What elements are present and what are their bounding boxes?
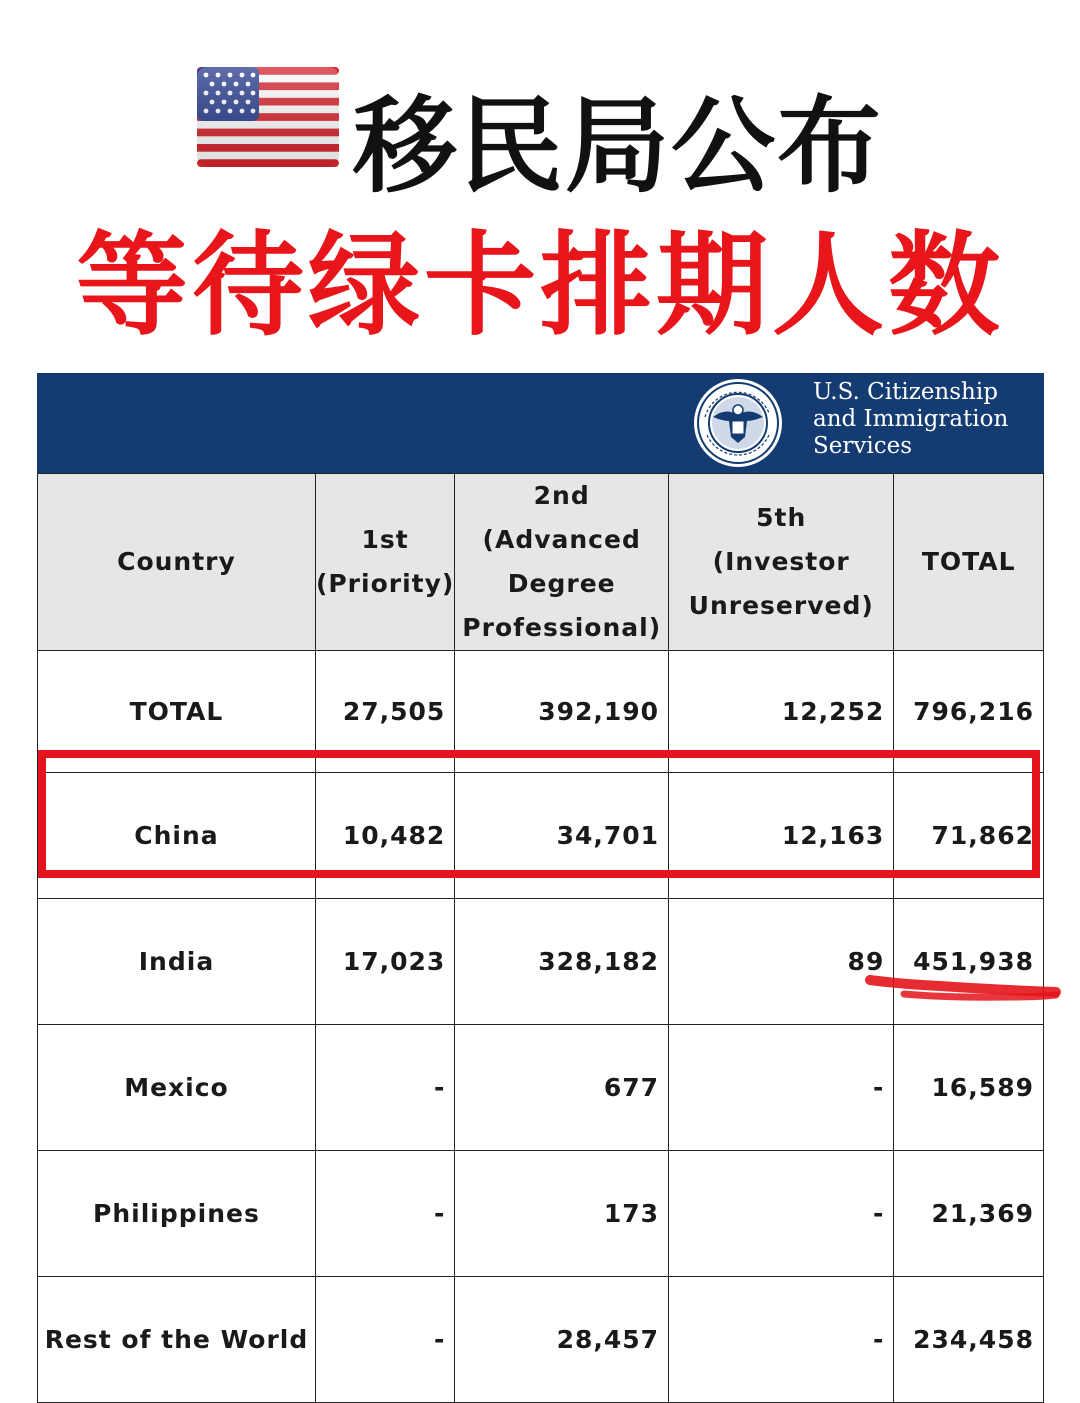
cell-total: 234,458 xyxy=(894,1277,1044,1403)
header-line: Degree xyxy=(507,569,616,598)
cell-2nd: 34,701 xyxy=(455,773,669,899)
header-line: Country xyxy=(117,547,236,576)
table-header-row xyxy=(38,474,1044,651)
cell-1st: - xyxy=(315,1151,454,1277)
cell-country: TOTAL xyxy=(38,651,316,773)
cell-5th: - xyxy=(669,1025,894,1151)
page-title-line-2: 等待绿卡排期人数 xyxy=(76,221,1004,351)
cell-5th: - xyxy=(669,1277,894,1403)
column-header-total xyxy=(894,474,1044,651)
cell-1st: 27,505 xyxy=(315,651,454,773)
header-line: 2nd (Advanced xyxy=(482,481,641,554)
agency-line: U.S. Citizenship xyxy=(813,379,998,405)
cell-1st: 17,023 xyxy=(315,899,454,1025)
cell-total: 71,862 xyxy=(894,773,1044,899)
column-header-country xyxy=(38,474,316,651)
page-title-line-1 xyxy=(0,62,1080,207)
table-row-rest-of-world xyxy=(38,1277,1044,1403)
header-line: 5th xyxy=(756,503,807,532)
header-line: (Priority) xyxy=(315,569,455,598)
agency-line: Services xyxy=(813,433,913,459)
agency-name xyxy=(813,379,1053,460)
header-line: TOTAL xyxy=(921,547,1016,576)
cell-total: 16,589 xyxy=(894,1025,1044,1151)
table-row-mexico xyxy=(38,1025,1044,1151)
column-header-1st xyxy=(315,474,454,651)
cell-5th: - xyxy=(669,1151,894,1277)
cell-country: Mexico xyxy=(38,1025,316,1151)
cell-total: 451,938 xyxy=(894,899,1044,1025)
cell-2nd: 328,182 xyxy=(455,899,669,1025)
column-header-2nd xyxy=(455,474,669,651)
cell-1st: - xyxy=(315,1025,454,1151)
cell-total: 796,216 xyxy=(894,651,1044,773)
table-row-china xyxy=(38,773,1044,899)
backlog-table xyxy=(37,473,1044,1403)
title-text-1: 移民局公布 xyxy=(352,85,883,207)
uscis-banner xyxy=(37,373,1044,473)
agency-line: and Immigration xyxy=(813,406,1009,432)
header-line: (Investor xyxy=(712,547,850,576)
cell-2nd: 677 xyxy=(455,1025,669,1151)
dhs-seal-icon xyxy=(691,377,785,473)
header-line: Professional) xyxy=(462,613,662,642)
column-header-5th xyxy=(669,474,894,651)
uscis-table-document xyxy=(37,373,1044,1368)
table-row-total xyxy=(38,651,1044,773)
cell-country: Philippines xyxy=(38,1151,316,1277)
cell-1st: 10,482 xyxy=(315,773,454,899)
cell-2nd: 173 xyxy=(455,1151,669,1277)
cell-2nd: 392,190 xyxy=(455,651,669,773)
cell-5th: 12,163 xyxy=(669,773,894,899)
cell-2nd: 28,457 xyxy=(455,1277,669,1403)
cell-country: Rest of the World xyxy=(38,1277,316,1403)
table-row-philippines xyxy=(38,1151,1044,1277)
header-line: Unreserved) xyxy=(688,591,874,620)
cell-country: India xyxy=(38,899,316,1025)
cell-total: 21,369 xyxy=(894,1151,1044,1277)
cell-5th: 89 xyxy=(669,899,894,1025)
us-flag-icon xyxy=(197,67,339,192)
table-row-india xyxy=(38,899,1044,1025)
cell-5th: 12,252 xyxy=(669,651,894,773)
cell-1st: - xyxy=(315,1277,454,1403)
cell-country: China xyxy=(38,773,316,899)
header-line: 1st xyxy=(361,525,409,554)
